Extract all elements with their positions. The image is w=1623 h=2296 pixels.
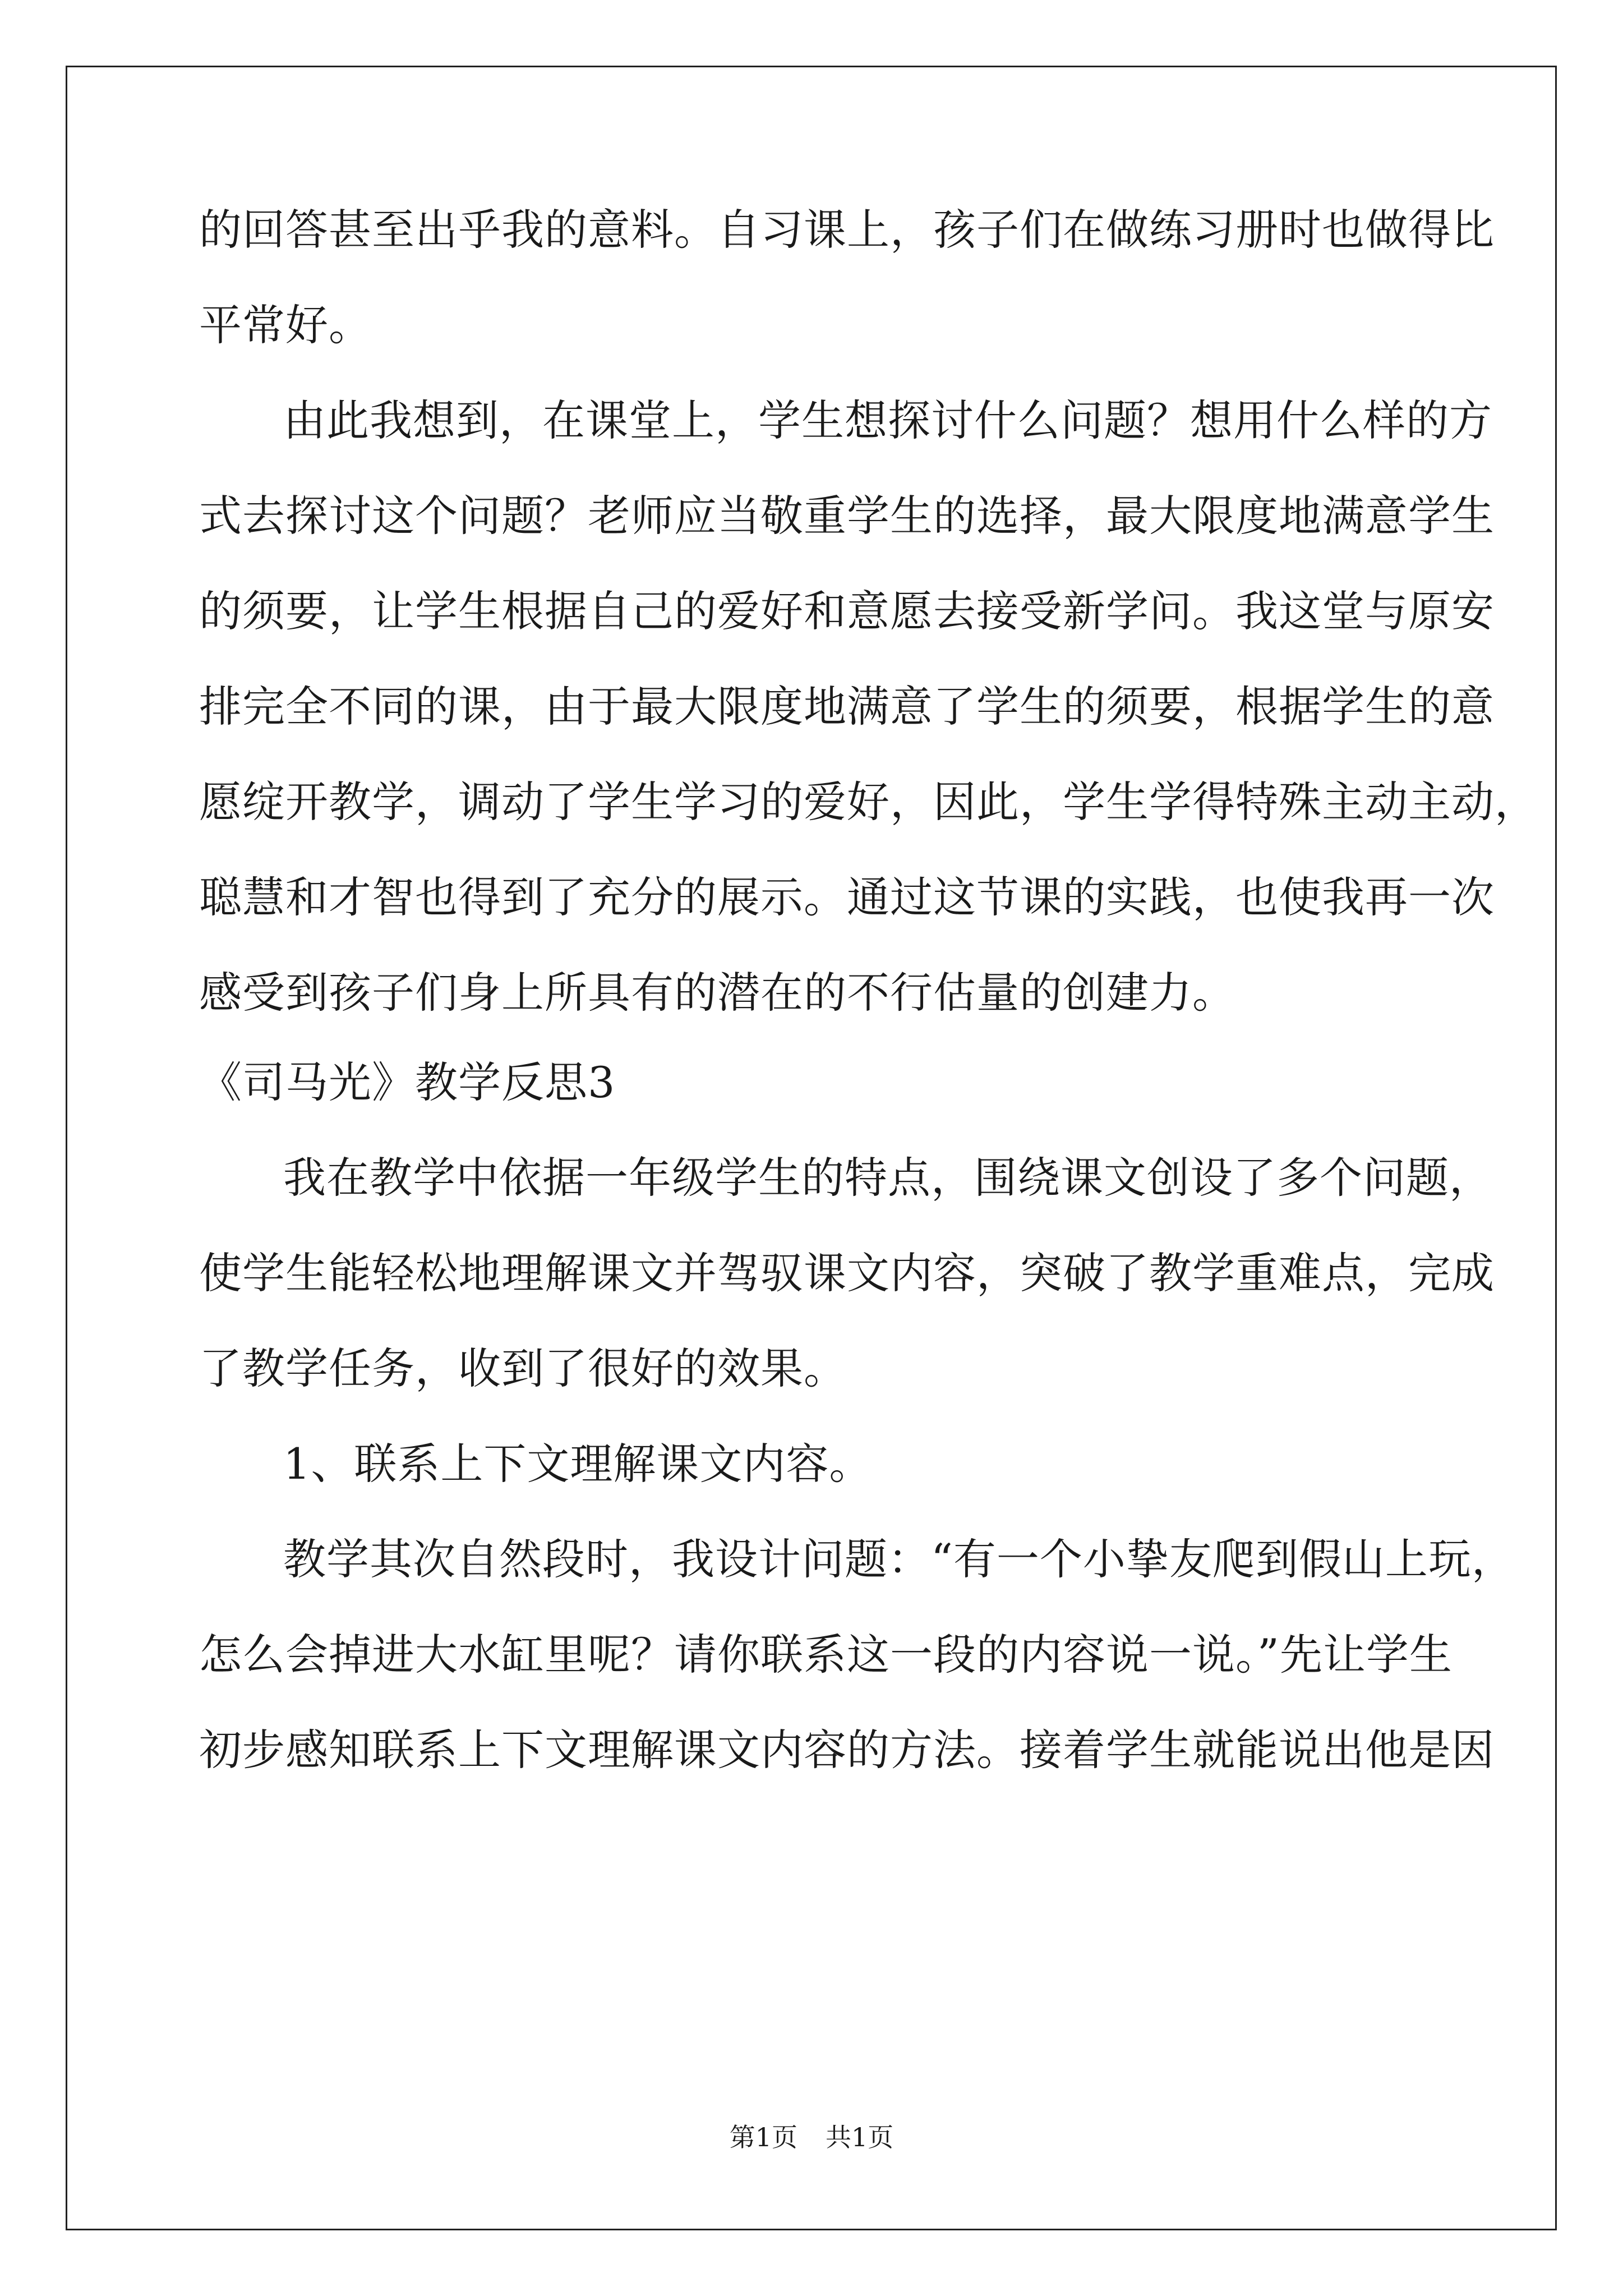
text-line: 了教学任务，收到了很好的效果。 <box>199 1343 847 1393</box>
paragraph-start: 教学其次自然段时，我设计问题：“有一个小挚友爬到假山上玩， <box>283 1534 1515 1584</box>
section-heading: 《司马光》教学反思3 <box>199 1057 616 1107</box>
text-line: 式去探讨这个问题？老师应当敬重学生的选择，最大限度地满意学生 <box>199 491 1495 541</box>
paragraph-start: 由此我想到，在课堂上，学生想探讨什么问题？想用什么样的方 <box>283 395 1492 445</box>
text-line: 使学生能轻松地理解课文并驾驭课文内容，突破了教学重难点，完成 <box>199 1248 1495 1298</box>
page-count: 共1页 <box>826 2122 894 2152</box>
text-line: 怎么会掉进大水缸里呢？请你联系这一段的内容说一说。”先让学生 <box>199 1630 1453 1680</box>
text-line: 愿绽开教学，调动了学生学习的爱好，因此，学生学得特殊主动主动， <box>199 777 1538 827</box>
text-line: 的须要，让学生根据自己的爱好和意愿去接受新学问。我这堂与原安 <box>199 586 1495 636</box>
paragraph-start: 我在教学中依据一年级学生的特点，围绕课文创设了多个问题， <box>283 1153 1492 1203</box>
text-line: 平常好。 <box>199 300 372 350</box>
page-number: 第1页 <box>729 2122 797 2152</box>
text-line: 感受到孩子们身上所具有的潜在的不行估量的创建力。 <box>199 968 1235 1018</box>
text-line: 聪慧和才智也得到了充分的展示。通过这节课的实践，也使我再一次 <box>199 872 1495 922</box>
text-line: 的回答甚至出乎我的意料。自习课上，孩子们在做练习册时也做得比 <box>199 205 1495 255</box>
text-line: 排完全不同的课，由于最大限度地满意了学生的须要，根据学生的意 <box>199 682 1495 731</box>
text-line: 初步感知联系上下文理解课文内容的方法。接着学生就能说出他是因 <box>199 1725 1495 1775</box>
page-border <box>66 66 1557 2230</box>
list-item-heading: 1、联系上下文理解课文内容。 <box>283 1439 873 1489</box>
page-footer <box>0 2120 1623 2154</box>
